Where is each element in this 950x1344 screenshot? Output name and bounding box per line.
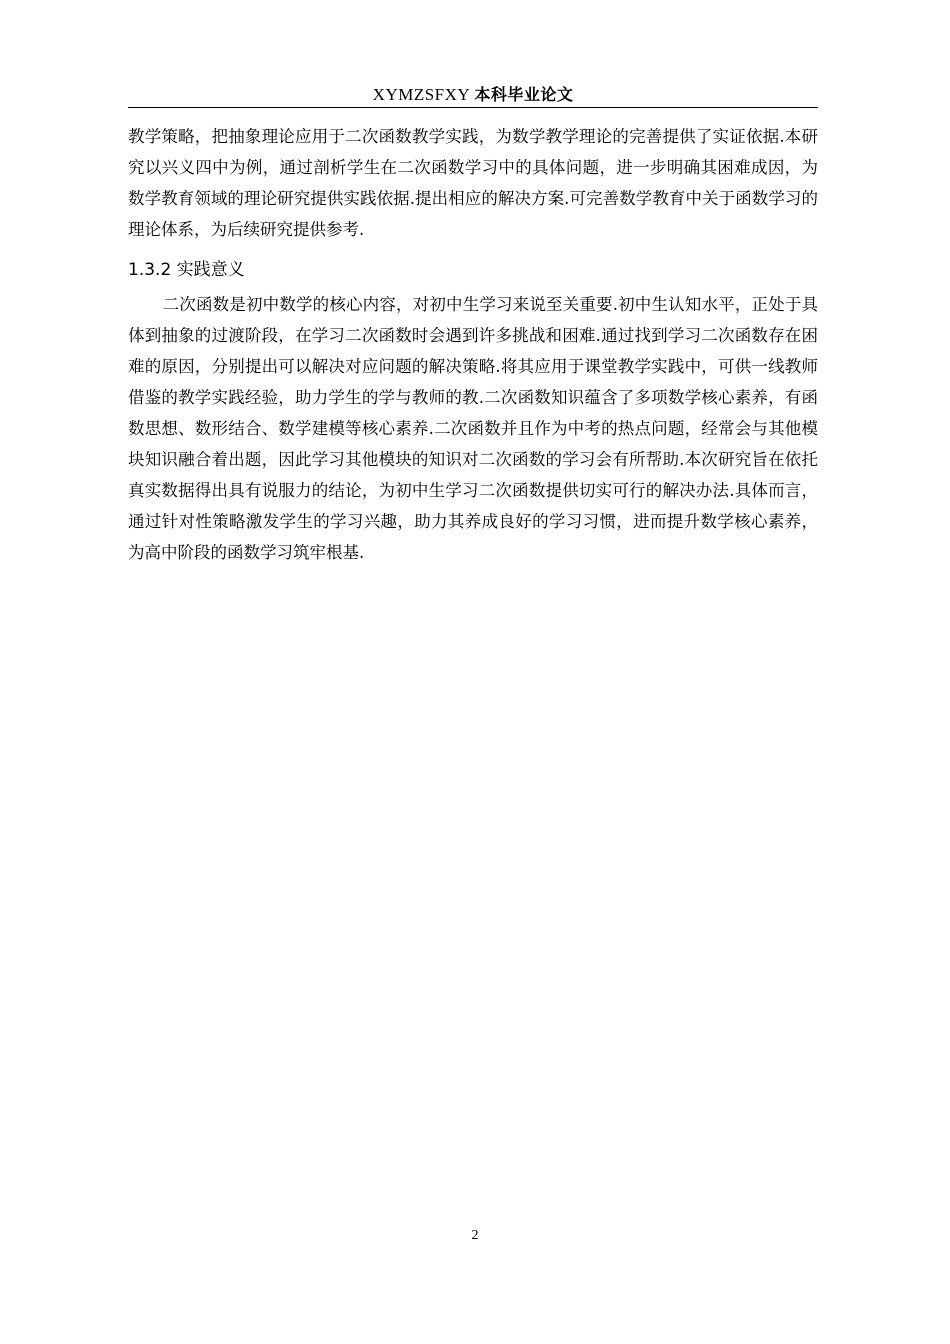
header-abbr: XYMZSFXY: [372, 85, 470, 104]
paragraph-intro: 教学策略，把抽象理论应用于二次函数教学实践，为数学教学理论的完善提供了实证依据.本研究以兴义四中为例，通过剖析学生在二次函数学习中的具体问题，进一步明确其困难成因，为数学教育领域的理论研究提供实践依据.提出相应的解决方案.可完善数学教育中关于函数学习的理论体系，为后续研究提供参考.: [128, 127, 818, 239]
header-divider: [128, 107, 818, 108]
page-number: 2: [471, 1228, 479, 1243]
page-header: [128, 82, 818, 112]
paragraph-practical-significance: 二次函数是初中数学的核心内容，对初中生学习来说至关重要.初中生认知水平，正处于具体到抽象的过渡阶段，在学习二次函数时会遇到许多挑战和困难.通过找到学习二次函数存在困难的原因，分别提出可以解决对应问题的解决策略.将其应用于课堂教学实践中，可供一线教师借鉴的教学实践经验，助力学生的学与教师的教.二次函数知识蕴含了多项数学核心素养，有函数思想、数形结合、数学建模等核心素养.二次函数并且作为中考的热点问题，经常会与其他模块知识融合着出题，因此学习其他模块的知识对二次函数的学习会有所帮助.本次研究旨在依托真实数据得出具有说服力的结论，为初中生学习二次函数提供切实可行的解决办法.具体而言，通过针对性策略激发学生的学习兴趣，助力其养成良好的学习习惯，进而提升数学核心素养，为高中阶段的函数学习筑牢根基.: [128, 295, 818, 562]
section-heading: 1.3.2 实践意义: [128, 260, 245, 280]
header-title-cn: 本科毕业论文: [474, 85, 574, 104]
header-title: [373, 82, 574, 105]
page-content: [128, 82, 818, 568]
